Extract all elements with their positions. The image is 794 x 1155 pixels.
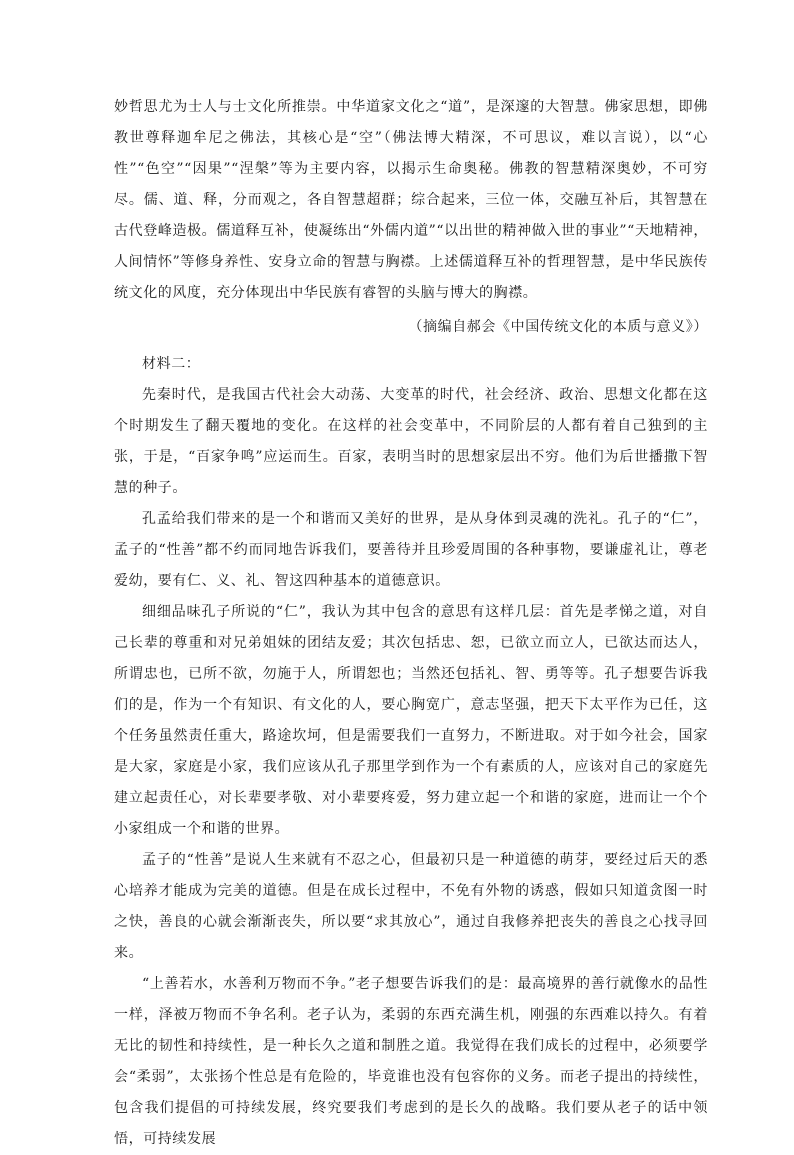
paragraph-1: 妙哲思尤为士人与士文化所推崇。中华道家文化之“道”，是深邃的大智慧。佛家思想，即佛教世尊释迦牟尼之佛法，其核心是“空”（佛法博大精深，不可思议，难以言说），以“心性”“色空”“因果”“涅槃”等为主要内容，以揭示生命奥秘。佛教的智慧精深奥妙，不可穷尽。儒、道、释，分而观之，各自智慧超群；综合起来，三位一体，交融互补后，其智慧在古代登峰造极。儒道释互补，使凝练出“外儒内道”“以出世的精神做入世的事业”“天地精神，人间情怀”等修身养性、安身立命的智慧与胸襟。上述儒道释互补的哲理智慧，是中华民族传统文化的风度，充分体现出中华民族有睿智的头脑与博大的胸襟。 xyxy=(114,99,708,301)
paragraph-3: 孔孟给我们带来的是一个和谐而又美好的世界，是从身体到灵魂的洗礼。孔子的“仁”，孟子的“性善”都不约而同地告诉我们，要善待并且珍爱周围的各种事物，要谦虚礼让，尊老爱幼，要有仁、义、礼、智这四种基本的道德意识。 xyxy=(114,511,708,589)
paragraph-2: 先秦时代，是我国古代社会大动荡、大变革的时代，社会经济、政治、思想文化都在这个时期发生了翻天覆地的变化。在这样的社会变革中，不同阶层的人都有着自己独到的主张，于是，“百家争鸣”应运而生。百家，表明当时的思想家层出不穷。他们为后世播撒下智慧的种子。 xyxy=(114,387,708,496)
paragraph-5: 孟子的“性善”是说人生来就有不忍之心，但最初只是一种道德的萌芽，要经过后天的悉心培养才能成为完美的道德。但是在成长过程中，不免有外物的诱惑，假如只知道贪图一时之快，善良的心就会渐渐丧失，所以要“求其放心”，通过自我修养把丧失的善良之心找寻回来。 xyxy=(114,852,708,961)
paragraph-6: “上善若水，水善利万物而不争。”老子想要告诉我们的是：最高境界的善行就像水的品性一样，泽被万物而不争名利。老子认为，柔弱的东西充满生机，刚强的东西难以持久。有着无比的韧性和持续性，是一种长久之道和制胜之道。我觉得在我们成长的过程中，必须要学会“柔弱”，太张扬个性总是有危险的，毕竟谁也没有包容你的义务。而老子提出的持续性，包含我们提倡的可持续发展，终究要我们考虑到的是长久的战略。我们要从老子的话中领悟，可持续发展 xyxy=(114,976,708,1147)
document-body xyxy=(114,92,708,1155)
paragraph-4: 细细品味孔子所说的“仁”，我认为其中包含的意思有这样几层：首先是孝悌之道，对自己长辈的尊重和对兄弟姐妹的团结友爱；其次包括忠、恕，已欲立而立人，已欲达而达人，所谓忠也，已所不欲，勿施于人，所谓恕也；当然还包括礼、智、勇等等。孔子想要告诉我们的是，作为一个有知识、有文化的人，要心胸宽广，意志坚强，把天下太平作为已任，这个任务虽然责任重大，路途坎坷，但是需要我们一直努力，不断进取。对于如今社会，国家是大家，家庭是小家，我们应该从孔子那里学到作为一个有素质的人，应该对自己的家庭先建立起责任心，对长辈要孝敬、对小辈要疼爱，努力建立起一个和谐的家庭，进而让一个个小家组成一个和谐的世界。 xyxy=(114,604,708,837)
section-heading-material-2: 材料二： xyxy=(142,356,201,372)
source-citation: （摘编自郝会《中国传统文化的本质与意义》） xyxy=(408,319,708,335)
